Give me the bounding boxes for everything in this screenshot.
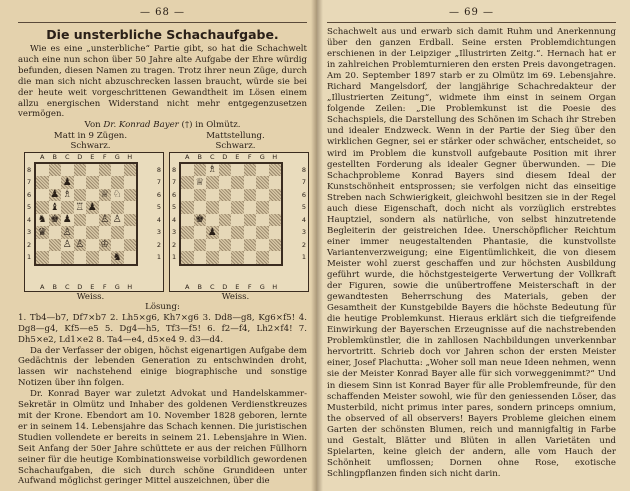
board-square — [231, 164, 244, 177]
board-square — [269, 239, 282, 252]
board-square — [86, 251, 99, 264]
board-square — [86, 214, 99, 227]
page-number-left: — 68 — — [139, 7, 186, 18]
board-square — [231, 239, 244, 252]
file-labels-top-label: H — [272, 152, 278, 161]
chess-piece-square: ♛ — [37, 226, 47, 238]
board1-bottom-caption: Weiss. — [76, 291, 105, 302]
file-labels-top-label: H — [127, 152, 133, 161]
board-square — [36, 201, 49, 214]
rank-labels-right-label: 1 — [301, 253, 306, 262]
board-square — [231, 201, 244, 214]
board-square — [269, 226, 282, 239]
author-prefix: Von — [84, 120, 104, 131]
board-square — [206, 251, 219, 264]
rank-labels-right-label: 8 — [301, 165, 306, 174]
file-labels-bottom-label: H — [272, 282, 278, 291]
board-square — [111, 176, 124, 189]
rank-labels-left-label: 4 — [172, 215, 177, 224]
board-square — [74, 226, 87, 239]
chess-piece-square: ♔ — [100, 239, 110, 251]
board-square — [36, 239, 49, 252]
board-square — [86, 189, 99, 202]
rank-labels-left-label: 2 — [27, 240, 32, 249]
board-square — [61, 164, 74, 177]
board-square — [219, 226, 232, 239]
board-square — [111, 201, 124, 214]
chess-piece-square: ♙ — [100, 214, 110, 226]
board-square — [99, 226, 112, 239]
board-square — [206, 201, 219, 214]
header-rule-right — [327, 22, 616, 23]
solution-label: Lösung: — [145, 302, 180, 313]
file-labels-top-label: B — [52, 152, 57, 161]
board-square — [256, 239, 269, 252]
board-square — [256, 176, 269, 189]
board-square — [124, 164, 137, 177]
rank-labels-left-label: 3 — [172, 228, 177, 237]
diagram-problem — [24, 130, 161, 303]
file-labels-top-label: E — [90, 152, 95, 161]
chess-piece-square: ♙ — [62, 226, 72, 238]
board-square — [244, 214, 257, 227]
board-square — [124, 201, 137, 214]
author-line — [18, 120, 307, 131]
board-square — [206, 189, 219, 202]
file-labels-top-label: C — [209, 152, 215, 161]
board-square — [194, 189, 207, 202]
rank-labels-left-label: 5 — [27, 203, 32, 212]
rank-labels-right-label: 6 — [301, 190, 306, 199]
board-square — [256, 214, 269, 227]
board-square — [244, 189, 257, 202]
board-square — [231, 189, 244, 202]
chess-piece-square: ♟ — [62, 176, 72, 188]
paragraph-3: Dr. Konrad Bayer war zuletzt Advokat und Handelskammer-Sekretär in Olmütz und Inhaber des goldenen Verdienstkreuzes mit der Krone. Ebendort am 10. November 1828 geboren, lernte er in seinem 14. Lebensjahre das Schach kennen. Die juristischen Studien vollendete er bereits in seinem 21. Lebensjahre in Wien. Seit Anfang der 50er Jahre schüttete er aus der reichen Füllhorn seiner für die heutige Kombinationsweise vorbildlich gewordenen Schachaufgaben, die sich durch schöne Grundideen unter Aufwand möglichst geringer Mittel auszeichnen, über die — [18, 389, 307, 487]
page-number-right: — 69 — — [448, 7, 495, 18]
rank-labels-left-label: 8 — [172, 165, 177, 174]
author-name: Dr. Konrad Bayer — [103, 120, 179, 131]
board-square — [181, 176, 194, 189]
board-square — [219, 239, 232, 252]
board-grid — [179, 162, 283, 266]
board-square — [86, 239, 99, 252]
rank-labels-left-label: 3 — [27, 228, 32, 237]
board-square — [269, 164, 282, 177]
board-square — [99, 251, 112, 264]
board-grid — [34, 162, 138, 266]
chess-piece-square: ♚ — [50, 214, 60, 226]
file-labels-top-label: G — [259, 152, 265, 161]
board-square — [36, 164, 49, 177]
chess-piece-square: ♙ — [62, 239, 72, 251]
board-square — [86, 226, 99, 239]
board-square — [49, 251, 62, 264]
board-square — [181, 251, 194, 264]
rank-labels-right-label: 2 — [301, 240, 306, 249]
board-square — [269, 214, 282, 227]
chess-piece-square: ♖ — [75, 201, 85, 213]
rank-labels-right-label: 5 — [156, 203, 161, 212]
rank-labels-right-label: 4 — [156, 215, 161, 224]
board-square — [99, 164, 112, 177]
file-labels-top-label: F — [102, 152, 107, 161]
chess-piece-square: ♟ — [207, 226, 217, 238]
board-square — [124, 176, 137, 189]
file-labels-top-label: G — [114, 152, 120, 161]
file-labels-bottom-label: D — [77, 282, 83, 291]
board-square — [86, 176, 99, 189]
board-square — [256, 251, 269, 264]
board-square — [111, 226, 124, 239]
file-labels-top — [36, 153, 136, 161]
board-square — [244, 239, 257, 252]
rank-labels-left — [27, 164, 31, 264]
board-square — [194, 239, 207, 252]
file-labels-top-label: A — [185, 152, 190, 161]
rank-labels-left-label: 7 — [27, 178, 32, 187]
board-square — [219, 164, 232, 177]
board-square — [181, 214, 194, 227]
header-rule — [18, 22, 307, 23]
chess-piece-square: ♟ — [62, 214, 72, 226]
chessboard-mate — [169, 152, 309, 292]
board-square — [206, 214, 219, 227]
chess-diagrams — [24, 130, 306, 303]
board-square — [219, 251, 232, 264]
file-labels-top-label: F — [247, 152, 252, 161]
board-square — [74, 189, 87, 202]
board-square — [124, 251, 137, 264]
chess-piece-square: ♞ — [37, 214, 47, 226]
board-square — [49, 164, 62, 177]
solution-text: 1. Tb4—b7, Df7×b7 2. Lh5×g6, Kh7×g6 3. Dd8—g8, Kg6×f5! 4. Dg8—g4, Kf5—e5 5. Dg4—h5, Tf3—f5! 6. f2—f4, Lh2×f4! 7. Dh5×e2, Ld1×e2 8. Ta4—e4, d5×e4 9. d3—d4. — [18, 312, 307, 345]
file-labels-top-label: C — [64, 152, 70, 161]
rank-labels-right-label: 3 — [301, 228, 306, 237]
board-square — [219, 176, 232, 189]
board-square — [244, 164, 257, 177]
rank-labels-right-label: 1 — [156, 253, 161, 262]
file-labels-bottom-label: G — [114, 282, 120, 291]
file-labels-top-label: A — [40, 152, 45, 161]
rank-labels-left-label: 4 — [27, 215, 32, 224]
board-square — [194, 201, 207, 214]
board-square — [181, 226, 194, 239]
rank-labels-left-label: 5 — [172, 203, 177, 212]
file-labels-bottom-label: C — [209, 282, 215, 291]
board-square — [61, 251, 74, 264]
rank-labels-left-label: 1 — [27, 253, 32, 262]
paragraph-2: Da der Verfasser der obigen, höchst eigenartigen Aufgabe dem Gedächtnis der lebenden Generation zu entschwinden droht, lassen wir nachstehend einige biographische und sonstige Notizen über ihn folgen. — [18, 345, 307, 389]
article-title: Die unsterbliche Schachaufgabe. — [46, 27, 279, 42]
chessboard-problem — [24, 152, 164, 292]
board-square — [256, 189, 269, 202]
board-square — [194, 226, 207, 239]
board-square — [244, 201, 257, 214]
board-square — [74, 251, 87, 264]
board-square — [124, 226, 137, 239]
board-square — [194, 164, 207, 177]
intro-paragraph: Wie es eine „unsterbliche“ Partie gibt, so hat die Schachwelt auch eine nun schon über 50 Jahre alte Aufgabe der Ehre würdig befunden, diesen Namen zu tragen. Trotz ihrer neun Züge, durch die man sich nicht abzuschrecken lassen braucht, würde sie bei der heute weit vorgeschrittenen Gewandtheit im Lösen einem allzu energischen Widerstand nicht mehr entgegenzusetzen vermögen. — [18, 44, 307, 120]
board-square — [181, 239, 194, 252]
chess-piece-square: ♟ — [50, 189, 60, 201]
file-labels-bottom-label: B — [52, 282, 57, 291]
board-square — [244, 176, 257, 189]
board-square — [124, 239, 137, 252]
board-square — [219, 214, 232, 227]
board-square — [219, 189, 232, 202]
board-square — [269, 201, 282, 214]
chess-piece-square: ♝ — [50, 201, 60, 213]
board-square — [231, 214, 244, 227]
rank-labels-right-label: 4 — [301, 215, 306, 224]
chess-piece-square: ♗ — [62, 189, 72, 201]
file-labels-bottom-label: F — [102, 282, 107, 291]
author-suffix: (†) in Olmütz. — [178, 120, 241, 131]
board-square — [219, 201, 232, 214]
board-square — [124, 189, 137, 202]
chess-piece-square: ♕ — [100, 189, 110, 201]
board1-caption-1: Matt in 9 Zügen. — [53, 130, 128, 141]
rank-labels-right-label: 8 — [156, 165, 161, 174]
chess-piece-square: ♙ — [75, 239, 85, 251]
rank-labels-right-label: 7 — [301, 178, 306, 187]
rank-labels-right-label: 2 — [156, 240, 161, 249]
board-square — [49, 176, 62, 189]
chess-piece-square: ♙ — [112, 214, 122, 226]
rank-labels-left-label: 8 — [27, 165, 32, 174]
board-square — [74, 214, 87, 227]
board-square — [49, 239, 62, 252]
chess-piece-square: ♗ — [207, 164, 217, 176]
file-labels-bottom-label: G — [259, 282, 265, 291]
rank-labels-right — [302, 164, 306, 264]
board-square — [269, 176, 282, 189]
board-square — [36, 176, 49, 189]
file-labels-bottom-label: E — [235, 282, 240, 291]
board-square — [256, 226, 269, 239]
board-square — [194, 251, 207, 264]
board-square — [256, 201, 269, 214]
file-labels-top-label: D — [222, 152, 228, 161]
board-square — [74, 164, 87, 177]
file-labels-top — [181, 153, 281, 161]
chess-piece-square: ♚ — [195, 214, 205, 226]
file-labels-bottom-label: A — [40, 282, 45, 291]
board-square — [206, 239, 219, 252]
board-square — [124, 214, 137, 227]
board-square — [256, 164, 269, 177]
board-square — [86, 164, 99, 177]
board-square — [181, 164, 194, 177]
board2-bottom-caption: Weiss. — [221, 291, 250, 302]
board-square — [231, 176, 244, 189]
board2-caption-1: Mattstellung. — [206, 130, 265, 141]
chess-piece-square: ♟ — [87, 201, 97, 213]
file-labels-top-label: B — [197, 152, 202, 161]
board-square — [244, 251, 257, 264]
board-square — [36, 251, 49, 264]
board-square — [111, 164, 124, 177]
board-square — [99, 176, 112, 189]
chess-piece-square: ♘ — [112, 189, 122, 201]
rank-labels-left-label: 6 — [27, 190, 32, 199]
rank-labels-left-label: 2 — [172, 240, 177, 249]
rank-labels-right-label: 5 — [301, 203, 306, 212]
board1-caption-2: Schwarz. — [70, 141, 111, 152]
file-labels-bottom-label: H — [127, 282, 133, 291]
rank-labels-right-label: 3 — [156, 228, 161, 237]
board-square — [99, 201, 112, 214]
diagram-mate — [169, 130, 306, 303]
board-square — [181, 201, 194, 214]
right-page-text: Schachwelt aus und erwarb sich damit Ruhm und Anerkennung über den ganzen Erdball. Seine ersten Problemdichtungen erschienen in der Leipziger „Illustrirten Zeitg.“. Hernach hat er in zahlreichen Problemturnieren den ersten Preis davongetragen. Am 20. September 1897 starb er zu Olmütz im 69. Lebensjahre. Richard Mangelsdorf, der langjährige Schachredakteur der „Illustrierten Zeitung“, widmete ihm einst in seinem Organ folgende Zeilen: „Die Problemkunst ist die Poesie des Schachspiels, die Darstellung des Schönen im Schach ihr Streben und idealer Endzweck. Wenn in der Partie der Sieg über den wirklichen Gegner, sei er stärker oder schwächer, entscheidet, so wird im Problem die kunstvoll aufgebaute Position mit ihrer gestellten Forderung als idealer Gegner überwunden. — Die Schachprobleme Konrad Bayers sind diesem Ideal der Kunstschönheit entsprossen; sie verfolgen nicht das einseitige Streben nach Schwierigkeit, gleichwohl besitzen sie in der Regel auch diese Eigenschaft, doch nicht als vorzüglich erstrebtes Hauptziel, sondern als natürliche, von selbst hinzutretende Begleiterin der geistreichen Idee. Unerschöpflicher Reichtum einer immer neugestaltenden Phantasie, die kunstvollste Variantenverzweigung; eine Eigentümlichkeit, die von diesem Meister wohl zuerst geschaffen und zur höchsten Ausbildung geführt wurde, die höchstgesteigerte Verwertung der Vollkraft der Figuren, sowie die unübertroffene Meisterschaft in der gewandtesten Beherrschung des Materials, geben der Gesamtheit der Kunstgebilde Bayers die höchste Bedeutung für die heutige Problemkunst. Hieraus erklärt sich die tiefgreifende Einwirkung der Bayerschen Erzeugnisse auf die nachstrebenden Problemkünstler, die in zahllosen Nachbildungen unverkennbar hervortritt. Schrieb doch vor Jahren schon der ersten Meister einer, Josef Plachutta: „Woher soll man neue Ideen nehmen, wenn sie der Meister Konrad Bayer alle für sich vorweggenimmt?“ Und in diesem Sinn ist Konrad Bayer für alle Problemfreunde, für den schaffenden Meister sowohl, wie für den geniessenden Löser, das Musterbild, nicht primus inter pares, sondern princeps omnium, the observed of all observers! Bayers Probleme gleichen einem Garten der schönsten Blumen, reich und mannigfaltig in Farbe und Gestalt, Blätter und Blüten in allen Varietäten und Spielarten, keine gleich der andern, alle vom Hauch der Schönheit umflossen; Dornen ohne Rose, exotische Schlingpflanzen finden sich nicht darin. — [327, 27, 616, 479]
file-labels-bottom-label: C — [64, 282, 70, 291]
file-labels-bottom-label: E — [90, 282, 95, 291]
board-square — [206, 176, 219, 189]
rank-labels-left-label: 7 — [172, 178, 177, 187]
chess-piece-square: ♞ — [112, 251, 122, 263]
board-square — [231, 226, 244, 239]
board-square — [49, 226, 62, 239]
board-square — [74, 176, 87, 189]
file-labels-bottom — [181, 283, 281, 291]
file-labels-bottom — [36, 283, 136, 291]
file-labels-bottom-label: F — [247, 282, 252, 291]
board-square — [231, 251, 244, 264]
file-labels-top-label: D — [77, 152, 83, 161]
board-square — [36, 189, 49, 202]
file-labels-bottom-label: D — [222, 282, 228, 291]
board-square — [111, 239, 124, 252]
file-labels-bottom-label: A — [185, 282, 190, 291]
board-square — [181, 189, 194, 202]
rank-labels-right — [157, 164, 161, 264]
board2-caption-2: Schwarz. — [215, 141, 256, 152]
file-labels-top-label: E — [235, 152, 240, 161]
file-labels-bottom-label: B — [197, 282, 202, 291]
chess-piece-square: ♕ — [195, 176, 205, 188]
board-square — [61, 201, 74, 214]
board-square — [269, 189, 282, 202]
rank-labels-right-label: 7 — [156, 178, 161, 187]
rank-labels-left — [172, 164, 176, 264]
right-page — [317, 0, 630, 491]
board-square — [244, 226, 257, 239]
rank-labels-left-label: 1 — [172, 253, 177, 262]
board-square — [269, 251, 282, 264]
rank-labels-right-label: 6 — [156, 190, 161, 199]
rank-labels-left-label: 6 — [172, 190, 177, 199]
